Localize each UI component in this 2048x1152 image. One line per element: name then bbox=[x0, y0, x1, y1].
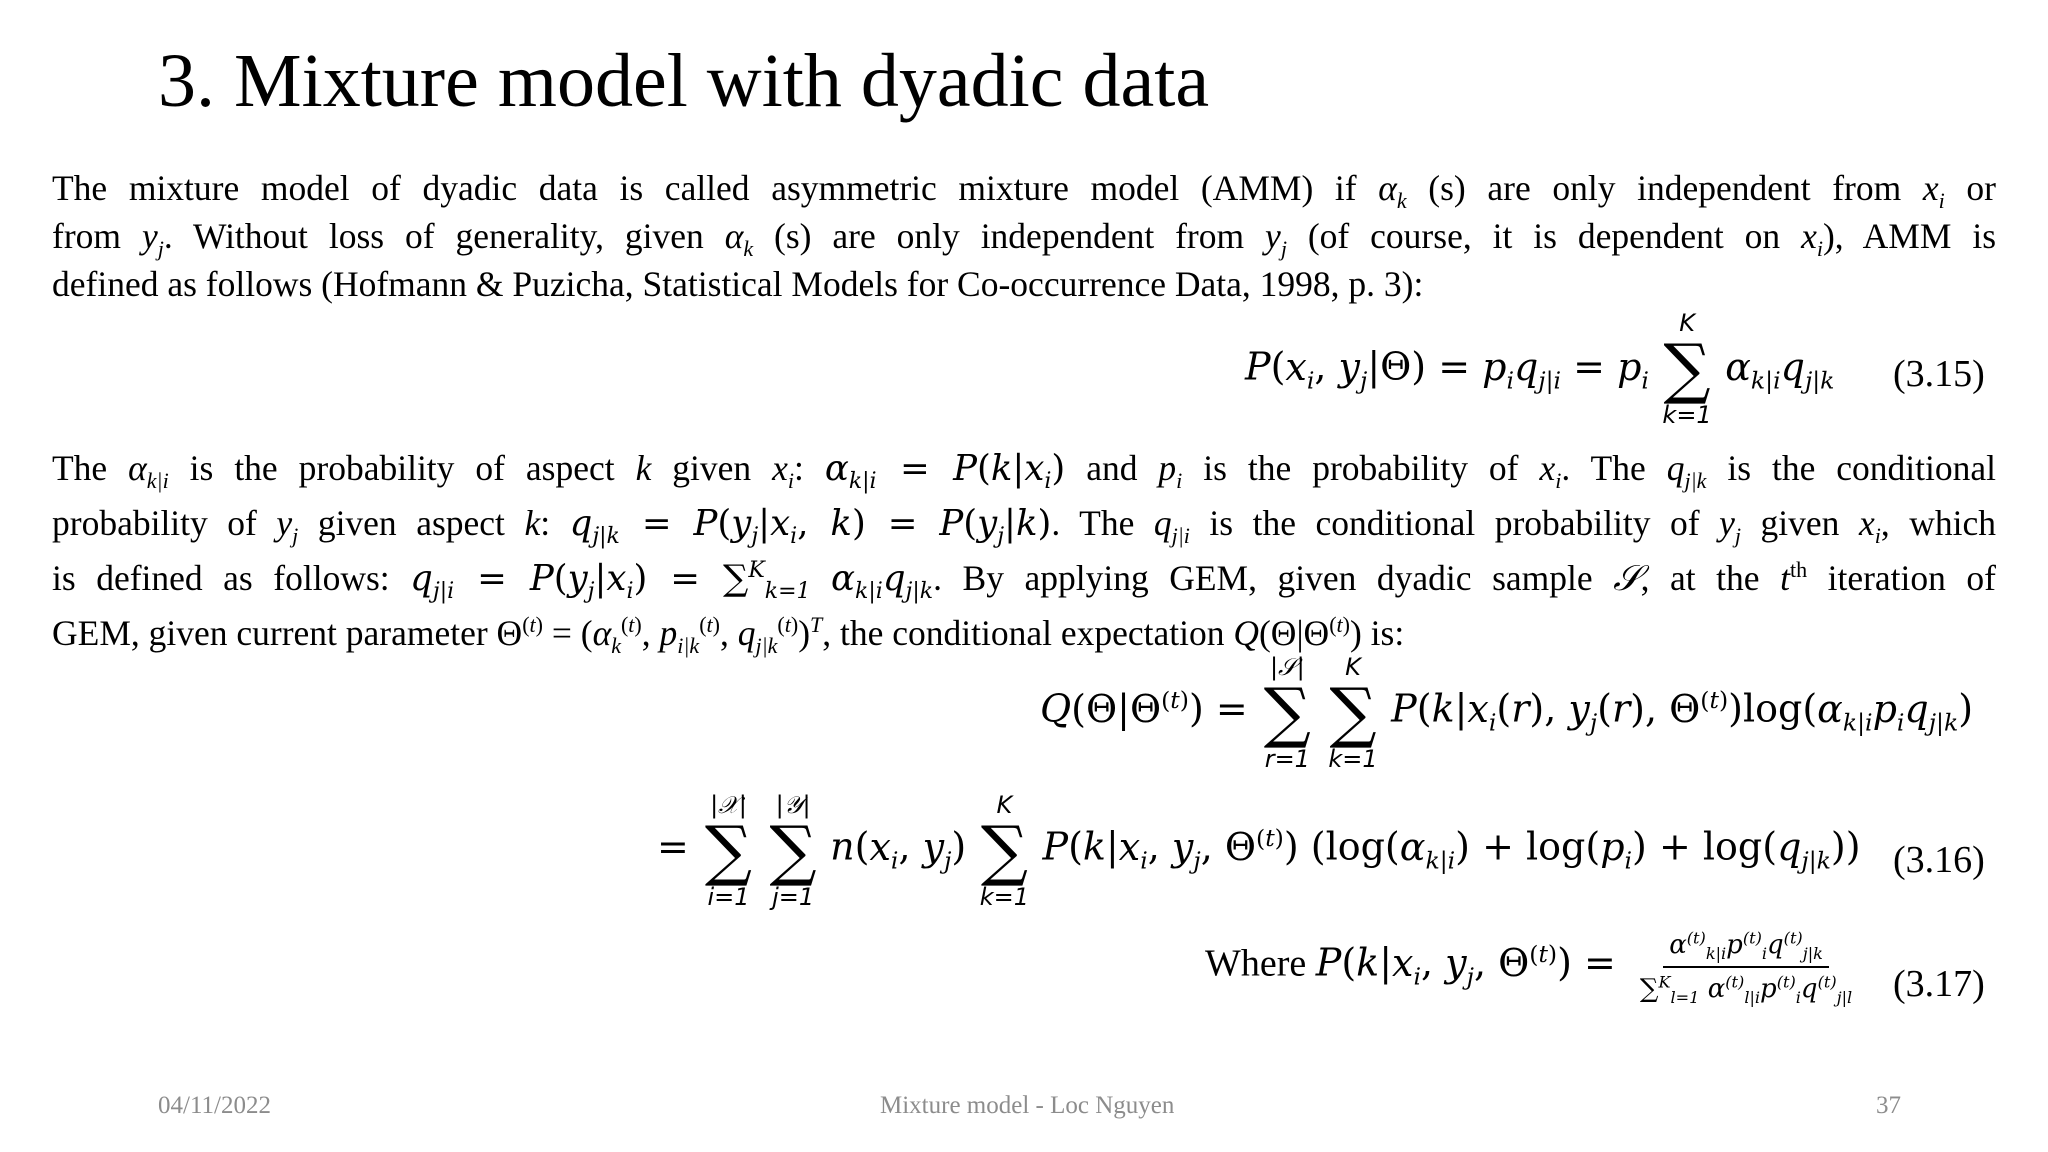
equation-number-3-15: (3.15) bbox=[1893, 353, 1985, 395]
equation-number-3-17: (3.17) bbox=[1893, 963, 1985, 1005]
where-label: Where bbox=[1205, 942, 1307, 985]
equation-3-15: $P(x_i$, $y_j|\Theta) = p_iq_{j|i} = p_i$ K ∑ k=1 $\alpha_{k|i}q_{j|k}$ bbox=[1245, 309, 1835, 429]
footer-date: 04/11/2022 bbox=[158, 1092, 271, 1119]
footer-title: Mixture model - Loc Nguyen bbox=[880, 1092, 1175, 1119]
equation-3-16-line-2: = |𝒳| ∑ i=1 |𝒴| ∑ j=1 $n(x_i$, $y_j$) K ∑ k=1 $P(k|x_i$, $y_j$, $\Theta^{(t)}$) $(\log(\alpha_{k|i}) + \log(p_i) + \log(q_{j|k}))$ bbox=[657, 791, 1861, 911]
paragraph-aspect-probabilities: The $\alpha_{k|i}$ is the probability of aspect k given $x_i$: $\alpha_{k|i} = P(k|x_i)$ and $p_i$ is the probability of $x_i$. The $q_{j|k}$ is the conditional probability of $y_j$ given aspect k: $q_{j|k} = P(y_j|x_i$, $k) = P(y_j|k)$. The $q_{j|i}$ is the conditional probability of $y_j$ given $x_i$, which is defined as follows: $q_{j|i} = P(y_j|x_i) = \sum^K_{k=1}$ $\alpha_{k|i}q_{j|k}$. By applying GEM, given dyadic sample 𝒮, at the $t^{th}$ iteration of GEM, given current parameter $\Theta^{(t)} = (\alpha_k^{(t)}$, $p_{i|k}^{(t)}$, $q_{j|k}^{(t)})^T$, the conditional expectation $Q(\Theta|\Theta^{(t)})$ is: bbox=[52, 448, 1997, 659]
slide-title: 3. Mixture model with dyadic data bbox=[158, 39, 1210, 123]
equation-number-3-16: (3.16) bbox=[1893, 839, 1985, 881]
equation-3-16-line-1: $Q(\Theta|\Theta^{(t)})$ = |𝒮| ∑ r=1 K ∑ k=1 $P(k|x_i(r)$, $y_j(r)$, $\Theta^{(t)})\log(\alpha_{k|i}p_iq_{j|k})$ bbox=[1040, 653, 1974, 773]
paragraph-amm-definition: The mixture model of dyadic data is called asymmetric mixture model (AMM) if $\alpha_k$ (s) are only independent from $x_i$ or from $y_j$. Without loss of generality, given $\alpha_k$ (s) are only independent from $y_j$ (of course, it is dependent on $x_i$), AMM is defined as follows (Hofmann & Puzicha, Statistical Models for Co-occurrence Data, 1998, p. 3): bbox=[52, 168, 1997, 304]
equation-3-17: Where $P(k|x_i$, $y_j$, $\Theta^{(t)}$) = $\frac{\alpha^{(t)}_{k|i}p^{(t)}_iq^{(t)}_{j|k}}{\sum^K_{l=1} \alpha^{(t)}_{l|i}p^{(t)}_iq^{(t)}_{j|l}}$ bbox=[1205, 928, 1853, 1008]
footer-page-number: 37 bbox=[1876, 1092, 1901, 1119]
